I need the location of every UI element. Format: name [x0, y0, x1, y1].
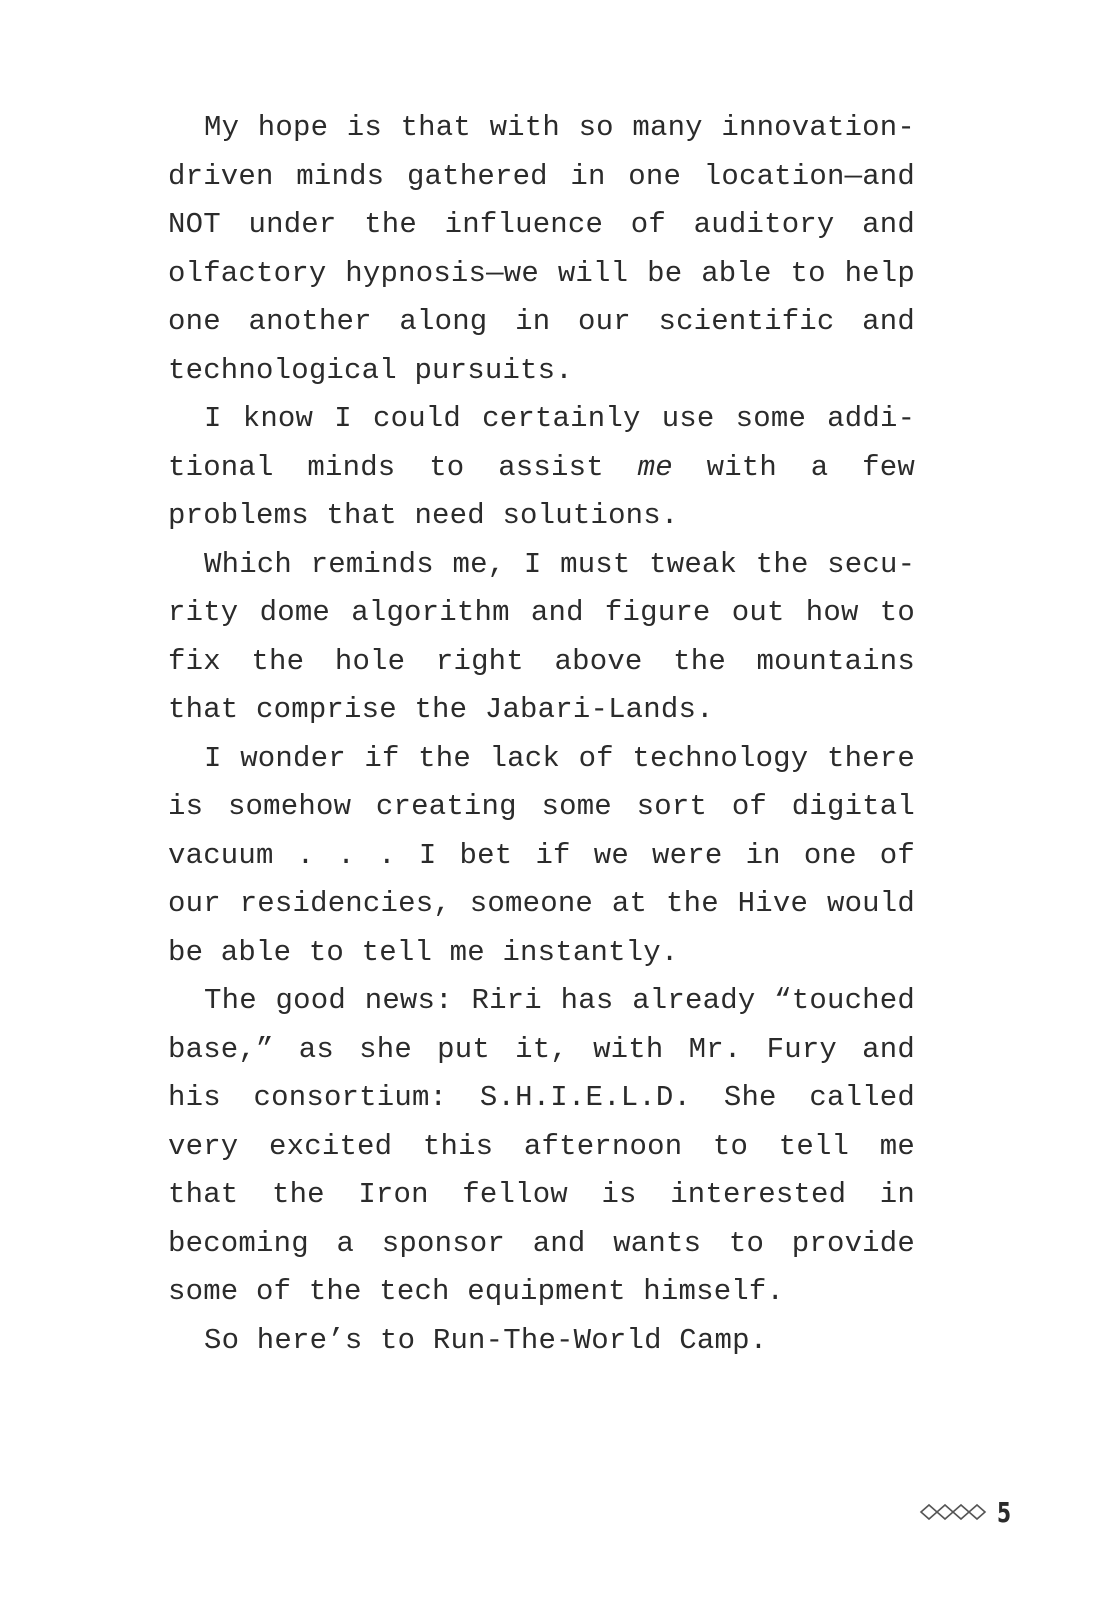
diamond-chain-ornament-icon [919, 1503, 987, 1521]
paragraph-3: Which reminds me, I must tweak the security dome algorithm and figure out how to fix the hole right above the mountains that comprise the Jabari-Lands. [168, 547, 915, 726]
paragraph-4: I wonder if the lack of technology there is somehow creating some sort of digital vacuum . . . I bet if we were in one of our residencies, someone at the Hive would be able to tell me instantly. [168, 741, 915, 969]
page-footer [919, 1496, 1013, 1528]
paragraph-1: My hope is that with so many innovation-driven minds gathered in one location—and NOT under the influence of auditory and olfactory hypnosis—we will be able to help one another along in our scientific and technological pursuits. [168, 111, 915, 387]
paragraph-2-end: with a few problems that need solutions. [168, 450, 915, 532]
body-text [168, 104, 915, 1365]
emphasized-word: me [637, 450, 673, 484]
paragraph-6: So here’s to Run-The-World Camp. [204, 1323, 768, 1357]
paragraph-2-start: I know I could certainly use some additional minds to assist [168, 402, 915, 484]
paragraph-5: The good news: Riri has already “touched base,” as she put it, with Mr. Fury and his consortium: S.H.I.E.L.D. She called very excited this afternoon to tell me that the Iron fellow is interested in becoming a sponsor and wants to provide some of the tech equipment himself. [168, 984, 915, 1308]
paragraph-2 [168, 395, 915, 541]
page-number: 5 [997, 1495, 1012, 1529]
